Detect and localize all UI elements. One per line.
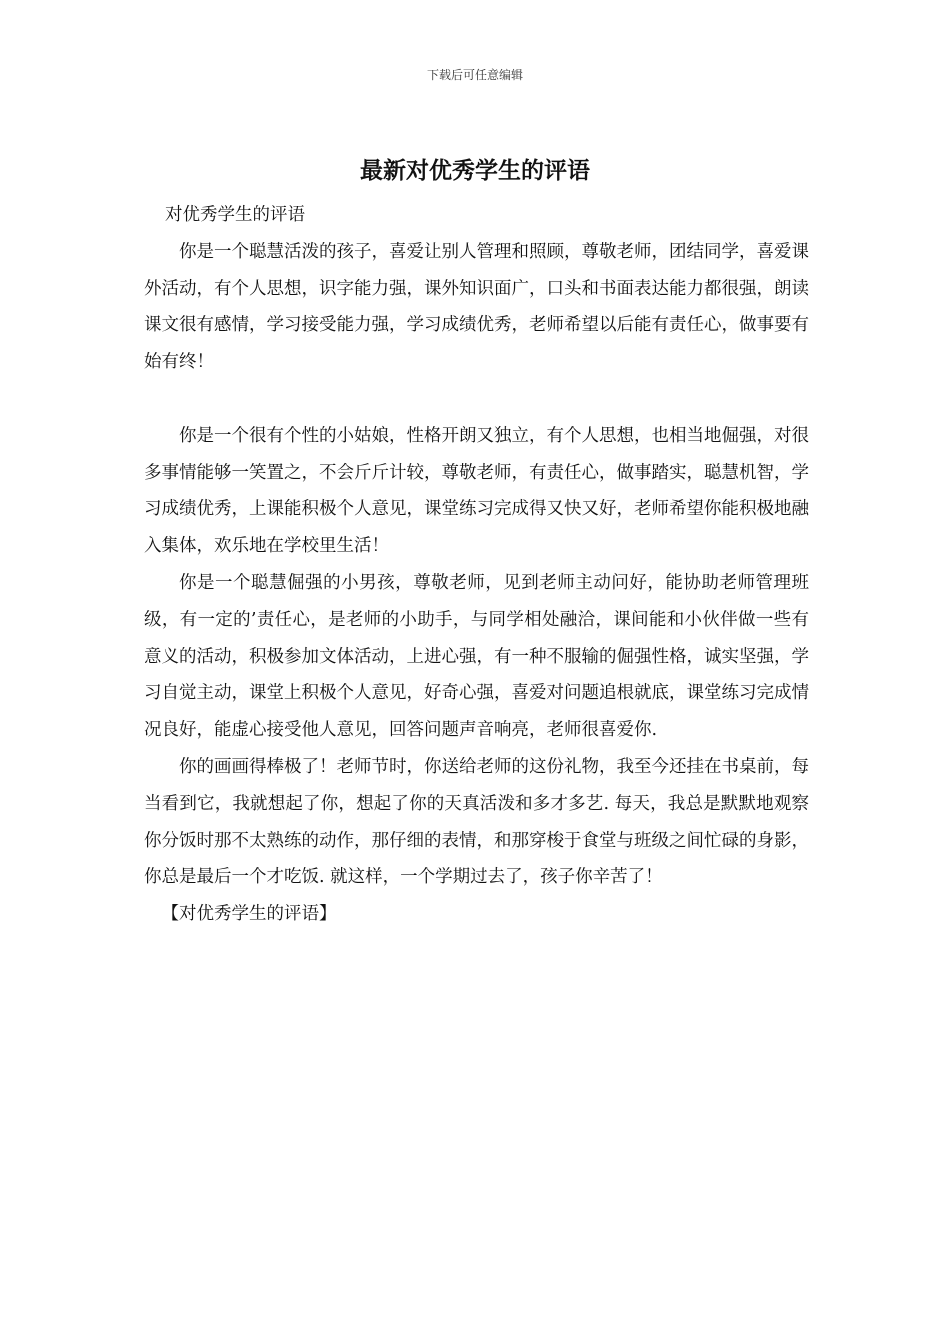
paragraph-1: 你是一个聪慧活泼的孩子，喜爱让别人管理和照顾，尊敬老师，团结同学，喜爱课外活动，有个人思想，识字能力强，课外知识面广，口头和书面表达能力都很强，朗读课文很有感情，学习接受能力强，学习成绩优秀，老师希望以后能有责任心，做事要有始有终！ — [144, 241, 809, 373]
document-subtitle: 对优秀学生的评语 — [165, 205, 305, 225]
closing-line: 【对优秀学生的评语】 — [161, 904, 337, 925]
paragraph-4: 你的画画得棒极了！老师节时，你送给老师的这份礼物，我至今还挂在书桌前，每当看到它，我就想起了你，想起了你的天真活泼和多才多艺. 每天，我总是默默地观察你分饭时那不太熟练的动作，那仔细的表情，和那穿梭于食堂与班级之间忙碌的身影，你总是最后一个才吃饭. 就这样，一个学期过去了，孩子你辛苦了！ — [144, 756, 809, 888]
paragraph-3: 你是一个聪慧倔强的小男孩，尊敬老师，见到老师主动问好，能协助老师管理班级，有一定的’责任心，是老师的小助手，与同学相处融洽，课间能和小伙伴做一些有意义的活动，积极参加文体活动，上进心强，有一种不服输的倔强性格，诚实坚强，学习自觉主动，课堂上积极个人意见，好奇心强，喜爱对问题追根就底，课堂练习完成情况良好，能虚心接受他人意见，回答问题声音响亮，老师很喜爱你. — [144, 572, 809, 741]
paragraph-2: 你是一个很有个性的小姑娘，性格开朗又独立，有个人思想，也相当地倔强，对很多事情能够一笑置之，不会斤斤计较，尊敬老师，有责任心，做事踏实，聪慧机智，学习成绩优秀，上课能积极个人意见，课堂练习完成得又快又好，老师希望你能积极地融入集体，欢乐地在学校里生活！ — [144, 425, 809, 557]
paragraph-spacer — [144, 381, 809, 418]
document-title: 最新对优秀学生的评语 — [360, 157, 590, 184]
page-header-note: 下载后可任意编辑 — [426, 68, 523, 82]
document-body — [144, 197, 809, 933]
